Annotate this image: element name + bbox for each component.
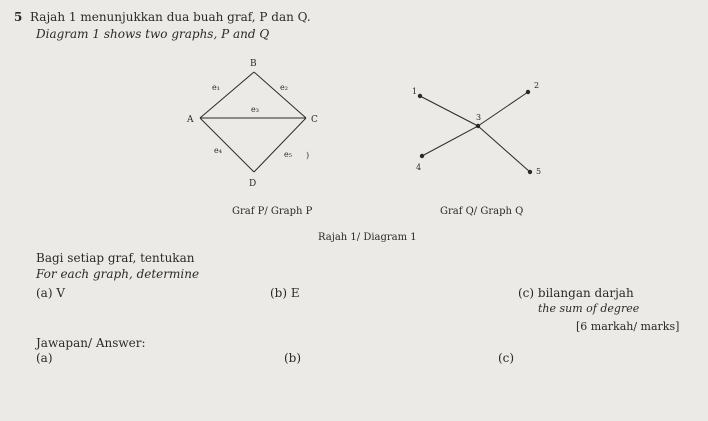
graph-q xyxy=(420,92,530,172)
diagram-caption: Rajah 1/ Diagram 1 xyxy=(318,232,417,243)
graph-q-vertex-2: 2 xyxy=(534,81,540,90)
graph-q-vertex-2-dot xyxy=(526,90,530,94)
graph-p-caption: Graf P/ Graph P xyxy=(232,206,313,217)
graph-p-vertex-a: A xyxy=(187,115,194,125)
graph-p-vertex-d: D xyxy=(249,179,257,189)
graph-q-vertex-3: 3 xyxy=(476,113,482,122)
marks-label: [6 markah/ marks] xyxy=(576,320,680,333)
part-a: (a) V xyxy=(36,286,65,300)
title-english: Diagram 1 shows two graphs, P and Q xyxy=(36,27,270,41)
graph-q-vertex-1-dot xyxy=(418,94,422,98)
graph-p-edge-label-e2: e₂ xyxy=(280,83,288,92)
graph-p-vertex-c: C xyxy=(311,115,318,125)
answer-part-b: (b) xyxy=(284,351,302,365)
graph-p-edge-ad xyxy=(200,118,254,172)
graph-q-vertex-4: 4 xyxy=(416,163,422,172)
instruction-english: For each graph, determine xyxy=(36,267,200,281)
graph-p-edge-ab xyxy=(200,72,254,118)
graph-q-vertex-4-dot xyxy=(420,154,424,158)
answer-part-a: (a) xyxy=(36,351,53,365)
answer-part-c: (c) xyxy=(498,351,515,365)
graph-q-edge-1-3 xyxy=(420,96,478,126)
part-c-english: the sum of degree xyxy=(538,302,640,315)
graph-p-edge-cd xyxy=(254,118,306,172)
title-malay: Rajah 1 menunjukkan dua buah graf, P dan Q. xyxy=(30,10,311,24)
answer-label: Jawapan/ Answer: xyxy=(36,336,146,350)
graph-p-edge-label-e4: e₄ xyxy=(214,146,222,155)
graph-q-vertex-5-dot xyxy=(528,170,532,174)
part-c: (c) bilangan darjah xyxy=(518,286,634,300)
graph-q-vertex-5: 5 xyxy=(536,167,542,176)
graph-p-edge-label-e1: e₁ xyxy=(212,83,220,92)
question-number: 5 xyxy=(14,10,23,24)
graph-q-vertex-1: 1 xyxy=(412,87,418,96)
graph-q-edge-3-5 xyxy=(478,126,530,172)
graph-q-vertex-3-dot xyxy=(476,124,480,128)
part-b: (b) E xyxy=(270,286,300,300)
graph-p-edge-bc xyxy=(254,72,306,118)
instruction-malay: Bagi setiap graf, tentukan xyxy=(36,251,195,265)
graph-p-edge-label-e3: e₃ xyxy=(251,105,259,114)
graph-q-edge-2-3 xyxy=(478,92,528,126)
graph-p-stray-mark: ) xyxy=(306,151,310,160)
graph-q-caption: Graf Q/ Graph Q xyxy=(440,206,524,217)
graph-q-edge-3-4 xyxy=(422,126,478,156)
graph-p-edge-label-e5: e₅ xyxy=(284,150,292,159)
graph-p-vertex-b: B xyxy=(250,59,257,69)
